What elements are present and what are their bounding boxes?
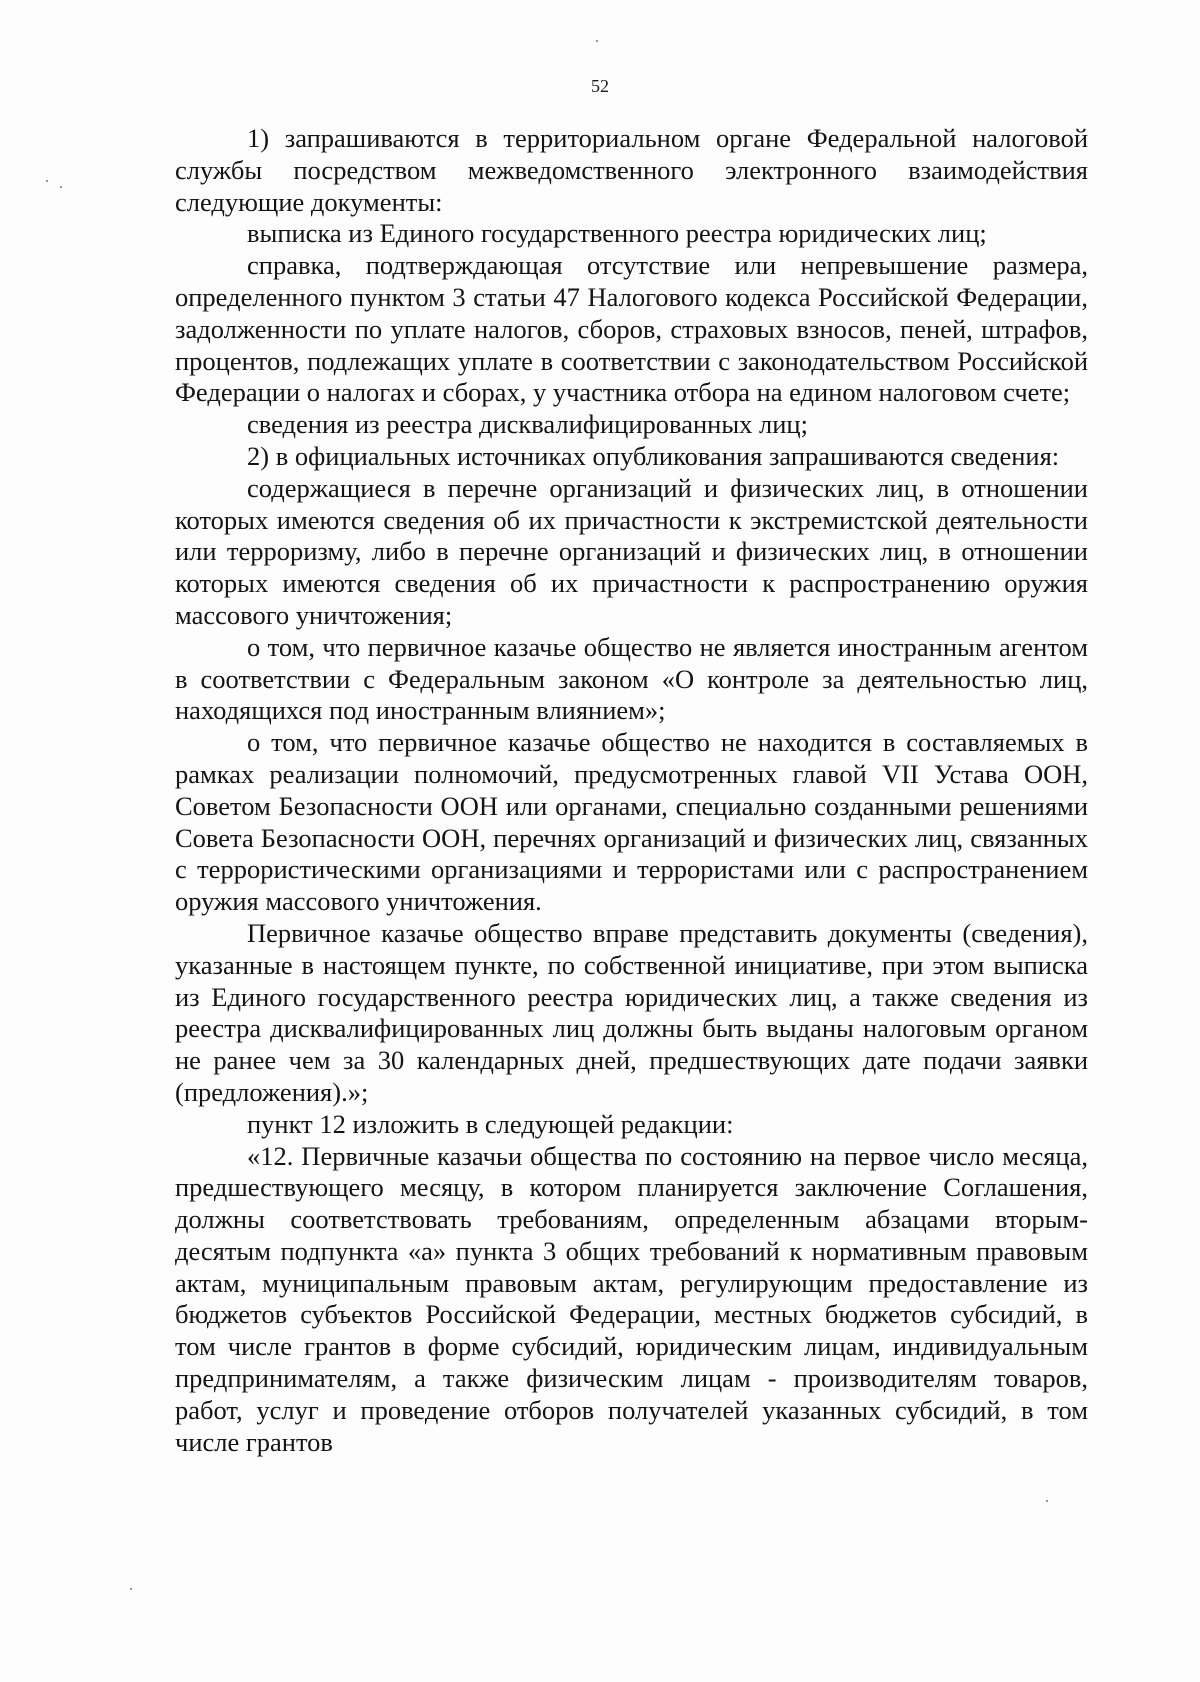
paragraph: содержащиеся в перечне организаций и физических лиц, в отношении которых имеются сведения об их причастности к экстремистской деятельности или терроризму, либо в перечне организаций и физических лиц, в отношении которых имеются сведения об их причастности к распространению оружия массового уничтожения;	[175, 472, 1088, 630]
scan-speck	[596, 40, 598, 42]
scan-speck	[130, 1588, 132, 1590]
document-body	[175, 123, 1088, 1458]
paragraph: сведения из реестра дисквалифицированных лиц;	[247, 409, 808, 440]
paragraph: 1) запрашиваются в территориальном органе Федеральной налоговой службы посредством межведомственного электронного взаимодействия следующие документы:	[175, 123, 1088, 217]
page-number: 52	[591, 76, 609, 96]
scan-speck	[60, 186, 62, 188]
scan-speck	[1046, 1500, 1048, 1502]
paragraph: «12. Первичные казачьи общества по состоянию на первое число месяца, предшествующего месяцу, в котором планируется заключение Соглашения, должны соответствовать требованиям, определенным абзацами вторым-десятым подпункта «а» пункта 3 общих требований к нормативным правовым актам, муниципальным правовым актам, регулирующим предоставление из бюджетов субъектов Российской Федерации, местных бюджетов субсидий, в том числе грантов в форме субсидий, юридическим лицам, индивидуальным предпринимателям, а также физическим лицам - производителям товаров, работ, услуг и проведение отборов получателей указанных субсидий, в том числе грантов	[175, 1140, 1088, 1457]
paragraph: выписка из Единого государственного реестра юридических лиц;	[247, 218, 987, 249]
paragraph: 2) в официальных источниках опубликования запрашиваются сведения:	[247, 440, 1060, 471]
scan-speck	[46, 180, 48, 182]
paragraph: о том, что первичное казачье общество не находится в составляемых в рамках реализации полномочий, предусмотренных главой VII Устава ООН, Советом Безопасности ООН или органами, специально созданными решениями Совета Безопасности ООН, перечнях организаций и физических лиц, связанных с террористическими организациями и террористами или с распространением оружия массового уничтожения.	[175, 727, 1088, 917]
paragraph: справка, подтверждающая отсутствие или непревышение размера, определенного пунктом 3 статьи 47 Налогового кодекса Российской Федерации, задолженности по уплате налогов, сборов, страховых взносов, пеней, штрафов, процентов, подлежащих уплате в соответствии с законодательством Российской Федерации о налогах и сборах, у участника отбора на едином налоговом счете;	[175, 250, 1088, 408]
paragraph: пункт 12 изложить в следующей редакции:	[247, 1108, 734, 1139]
paragraph: о том, что первичное казачье общество не является иностранным агентом в соответствии с Федеральным законом «О контроле за деятельностью лиц, находящихся под иностранным влиянием»;	[175, 631, 1088, 726]
paragraph: Первичное казачье общество вправе представить документы (сведения), указанные в настоящем пункте, по собственной инициативе, при этом выписка из Единого государственного реестра юридических лиц, а также сведения из реестра дисквалифицированных лиц должны быть выданы налоговым органом не ранее чем за 30 календарных дней, предшествующих дате подачи заявки (предложения).»;	[175, 917, 1088, 1107]
